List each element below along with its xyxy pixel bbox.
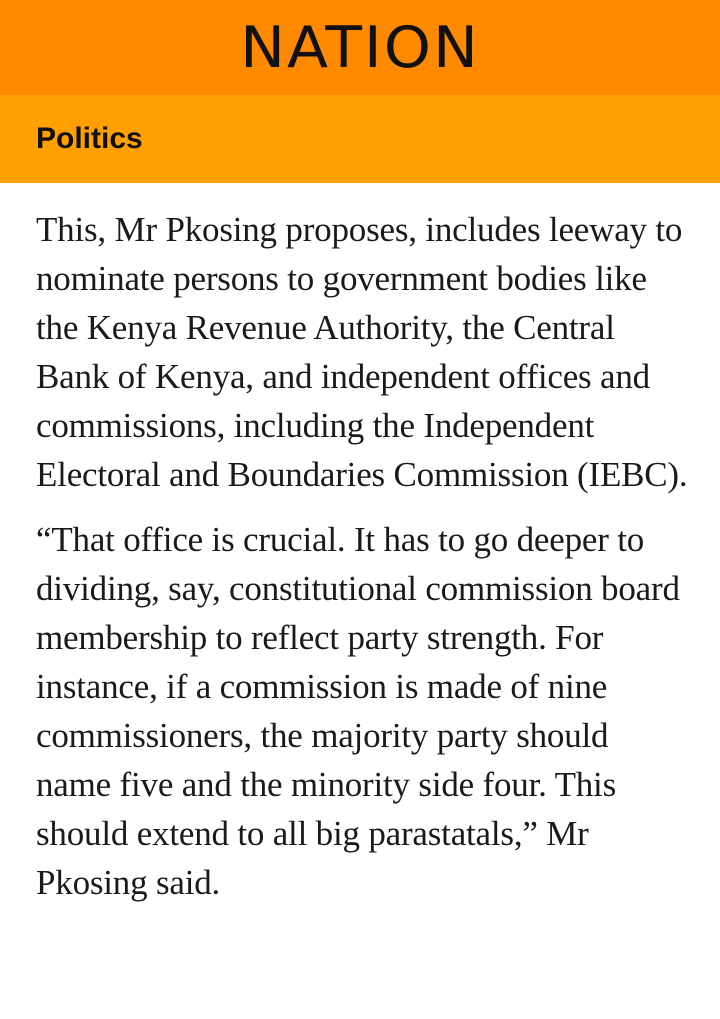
article-paragraph: This, Mr Pkosing proposes, includes leeway to nominate persons to government bodies like the Kenya Revenue Authority, the Central Bank of Kenya, and independent offices and commissions, including the Independent Electoral and Boundaries Commission (IEBC). (36, 210, 688, 494)
article-paragraph: “That office is crucial. It has to go deeper to dividing, say, constitutional commission board membership to reflect party strength. For instance, if a commission is made of nine commissioners, the majority party should name five and the minority side four. This should extend to all big parastatals,” Mr Pkosing said. (36, 520, 680, 902)
nation-logo[interactable]: NATION (240, 14, 480, 81)
masthead (0, 0, 720, 95)
article-body (0, 183, 720, 907)
section-label-politics[interactable]: Politics (36, 122, 143, 155)
section-bar (0, 95, 720, 183)
